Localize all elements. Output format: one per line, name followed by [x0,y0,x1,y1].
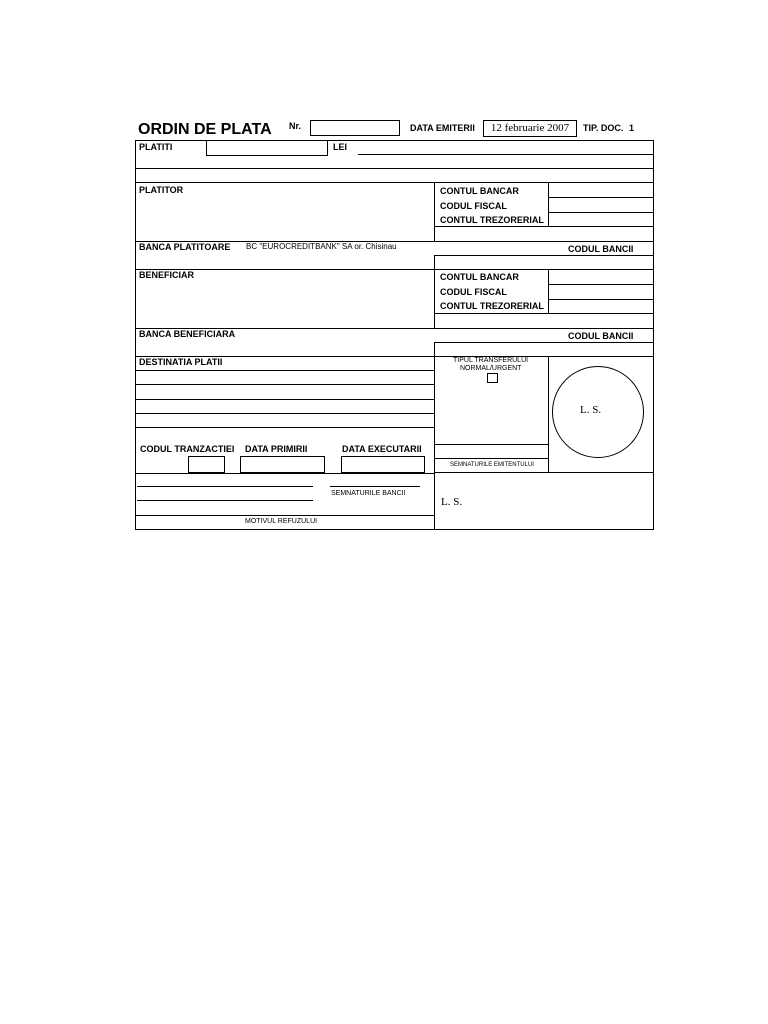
data-executarii-field[interactable] [341,456,425,473]
divider [434,182,435,241]
lei-amount-line[interactable] [358,154,654,155]
divider [548,284,654,285]
beneficiar-contul-trezorerial-field[interactable] [436,315,653,327]
divider [434,255,435,269]
platiti-label: PLATITI [139,142,173,152]
data-emiterii-field[interactable] [483,120,577,137]
platitoare-codul-bancii-label: CODUL BANCII [568,244,634,254]
divider [135,473,435,474]
divider [434,342,435,356]
semnaturile-emitentului-label: SEMNATURILE EMITENTULUI [450,462,534,468]
emitent-signature-area[interactable] [436,445,547,458]
platitor-codul-fiscal-field[interactable] [550,199,653,211]
bank-signature-line-3[interactable] [137,500,313,501]
amount-words-line[interactable] [135,168,654,169]
beneficiar-codul-fiscal-field[interactable] [550,286,653,298]
platitor-contul-bancar-field[interactable] [550,183,653,196]
urgent-checkbox[interactable] [487,373,498,383]
platitor-codul-fiscal-label: CODUL FISCAL [440,201,507,211]
semnaturile-bancii-label: SEMNATURILE BANCII [331,490,406,497]
divider [548,356,549,473]
divider [548,212,654,213]
codul-tranzactiei-label: CODUL TRANZACTIEI [140,444,235,454]
divider [135,515,435,516]
beneficiar-label: BENEFICIAR [139,270,195,280]
destinatia-line-1[interactable] [135,370,435,371]
data-emiterii-label: DATA EMITERII [410,123,475,133]
normal-urgent-label: NORMAL/URGENT [460,365,522,372]
motivul-refuzului-label: MOTIVUL REFUZULUI [245,518,318,525]
ls-stamp-top: L. S. [580,404,602,416]
lei-label: LEI [333,142,348,152]
divider [548,269,549,313]
destinatia-platii-label: DESTINATIA PLATII [139,357,223,367]
platiti-field[interactable] [206,140,328,156]
tip-doc-label: TIP. DOC. [583,123,624,133]
data-emiterii-value: 12 februarie 2007 [490,122,570,134]
codul-tranzactiei-field[interactable] [188,456,225,473]
divider [434,269,435,328]
banca-platitoare-label: BANCA PLATITOARE [139,242,231,252]
divider [434,356,435,530]
divider [434,458,548,459]
platitor-contul-trezorerial-label: CONTUL TREZORERIAL [440,215,544,225]
beneficiar-contul-bancar-label: CONTUL BANCAR [440,272,519,282]
destinatia-line-2[interactable] [135,384,435,385]
beneficiara-codul-bancii-field[interactable] [436,343,653,355]
form-title: ORDIN DE PLATA [138,121,272,138]
banca-beneficiara-label: BANCA BENEFICIARA [139,329,236,339]
data-primirii-label: DATA PRIMIRII [245,444,308,454]
tipul-transferului-label: TIPUL TRANSFERULUI [453,357,529,364]
divider [434,313,654,314]
platitor-label: PLATITOR [139,185,184,195]
divider [434,472,654,473]
platitor-contul-bancar-label: CONTUL BANCAR [440,186,519,196]
platitor-contul-trezorerial-field[interactable] [436,228,653,240]
platitoare-codul-bancii-field[interactable] [436,256,653,268]
nr-field[interactable] [310,120,400,136]
data-primirii-field[interactable] [240,456,325,473]
destinatia-line-3[interactable] [135,399,435,400]
beneficiar-codul-fiscal-label: CODUL FISCAL [440,287,507,297]
divider [548,182,549,227]
divider [434,226,654,227]
bank-signature-line-2[interactable] [330,486,420,487]
nr-label: Nr. [289,121,302,131]
beneficiar-contul-trezorerial-label: CONTUL TREZORERIAL [440,301,544,311]
destinatia-line-5[interactable] [135,427,435,428]
divider [548,299,654,300]
beneficiara-codul-bancii-label: CODUL BANCII [568,331,634,341]
beneficiar-contul-bancar-field[interactable] [550,270,653,283]
data-executarii-label: DATA EXECUTARII [342,444,422,454]
destinatia-line-4[interactable] [135,413,435,414]
bank-signature-line-1[interactable] [137,486,313,487]
banca-platitoare-value: BC "EUROCREDITBANK" SA or. Chisinau [246,242,397,251]
tip-doc-value: 1 [629,123,635,133]
ls-stamp-bottom: L. S. [441,496,463,508]
divider [548,197,654,198]
